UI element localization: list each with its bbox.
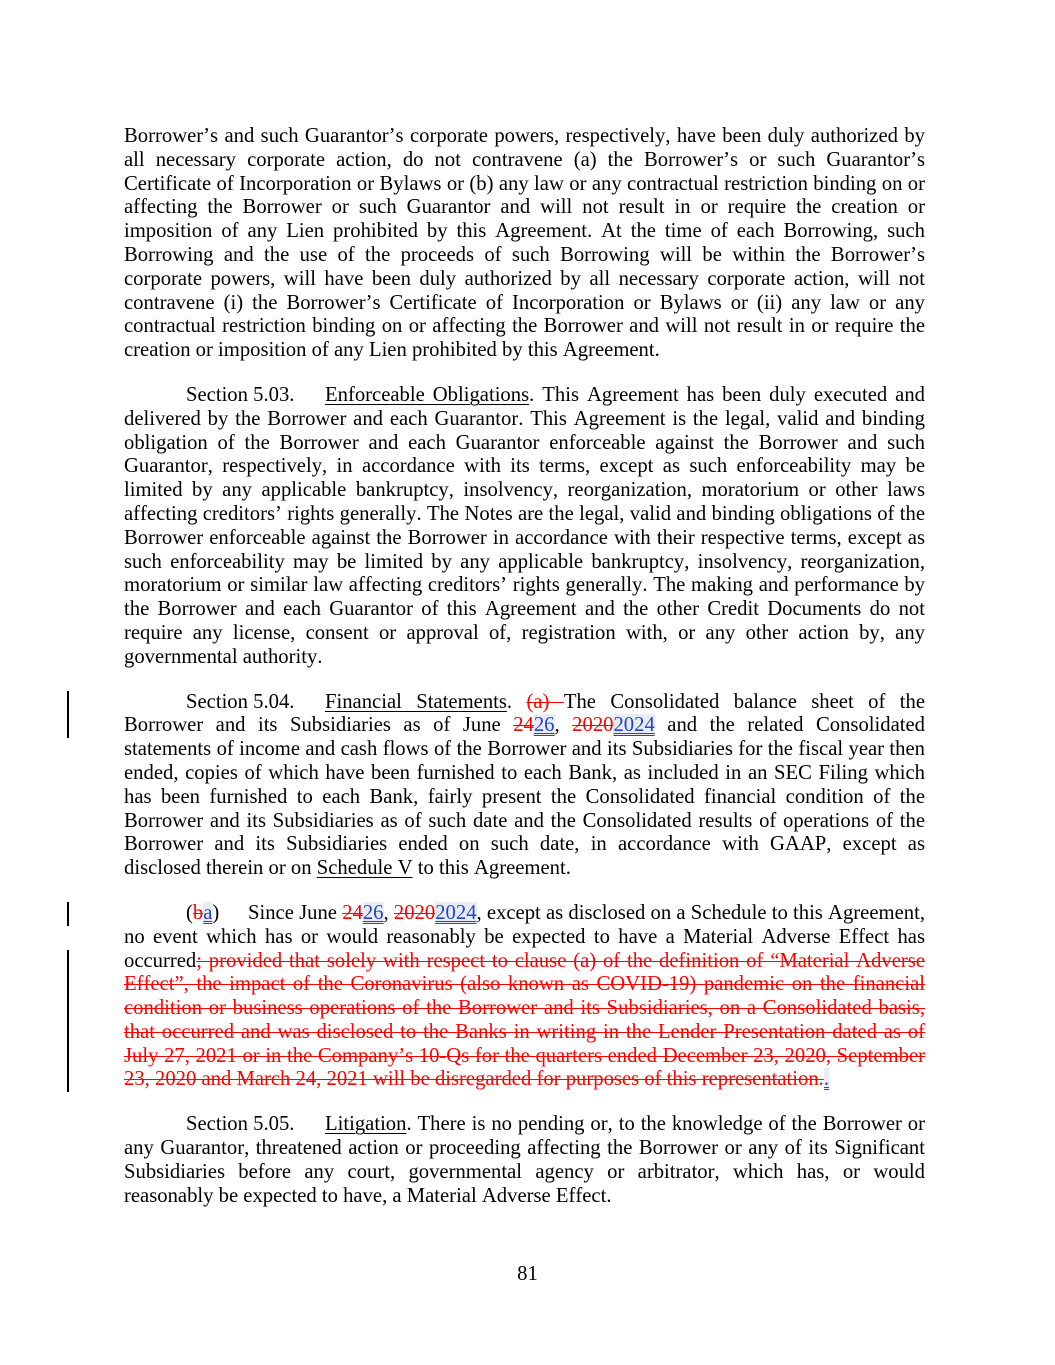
body-text: ,	[383, 901, 394, 924]
body-text: , except as disclosed on a Schedule to this Agreement, no event which has or would reasonably be expected to have a Material Adverse Effect has occurred	[124, 901, 925, 972]
deleted-text: 2020	[572, 714, 614, 737]
body-text: to this Agreement.	[412, 857, 571, 880]
body-text: The Consolidated balance sheet of the Borrower and its Subsidiaries as of June	[124, 690, 925, 737]
section-5-04	[124, 691, 925, 881]
body-text: .	[506, 690, 527, 713]
deleted-text: 2020	[393, 901, 436, 924]
section-title: Financial Statements	[325, 690, 507, 713]
section-title: Litigation	[325, 1113, 407, 1136]
document-body	[124, 125, 925, 1229]
section-label: Section 5.05.	[186, 1113, 295, 1136]
inserted-text: 26	[533, 714, 555, 737]
deleted-text: 24	[342, 901, 363, 924]
label-paren-open: (	[186, 901, 193, 924]
schedule-reference: Schedule V	[316, 857, 413, 880]
section-5-03	[124, 384, 925, 670]
section-title: Enforceable Obligations	[325, 383, 530, 406]
body-text: Borrower’s and such Guarantor’s corporate powers, respectively, have been duly authorized by all necessary corporate action, do not contravene (a) the Borrower’s or such Guarantor’s Certificate of Incorporation or Bylaws or (b) any law or any contractual restriction binding on or affecting the Borrower or such Guarantor and will not result in or require the creation or imposition of any Lien prohibited by this Agreement. At the time of each Borrowing, such Borrowing and the use of the proceeds of such Borrowing will be within the Borrower’s corporate powers, will have been duly authorized by all necessary corporate action, will not contravene (i) the Borrower’s Certificate of Incorporation or Bylaws or (ii) any law or any contractual restriction binding on or affecting the Borrower and will not result in or require the creation or imposition of any Lien prohibited by this Agreement.	[124, 125, 925, 362]
paragraph-continuation	[124, 125, 925, 363]
change-bar	[67, 950, 69, 1092]
deleted-text: (a)	[526, 690, 564, 713]
subparagraph-label	[186, 902, 248, 926]
page-number: 81	[517, 1263, 538, 1285]
body-text: Since June	[248, 901, 343, 924]
section-5-04-subparagraph	[124, 902, 925, 1092]
inserted-text: a	[203, 901, 213, 924]
change-bar	[67, 902, 69, 926]
inserted-text: 2024	[435, 901, 477, 924]
section-5-05	[124, 1113, 925, 1208]
deleted-text: ; provided that solely with respect to clause (a) of the definition of “Material Adverse Effect”, the impact of the Coronavirus (also known as COVID-19) pandemic on the financial condition or business operations of the Borrower and its Subsidiaries, on a Consolidated basis, that occurred and was disclosed to the Banks in writing in the Lender Presentation dated as of July 27, 2021 or in the Company’s 10-Qs for the quarters ended December 23, 2020, September 23, 2020 and March 24, 2021 will be disregarded for purposes of this representation.	[124, 949, 925, 1091]
inserted-text: 2024	[613, 714, 655, 737]
inserted-text: .	[823, 1068, 830, 1091]
change-bar	[67, 691, 69, 738]
body-text: ,	[554, 714, 573, 737]
body-text: and the related Consolidated statements of income and cash flows of the Borrower and its Subsidiaries for the fiscal year then ended, copies of which have been furnished to each Bank, as included in an SEC Filing which has been furnished to each Bank, fairly present the Consolidated financial condition of the Borrower and its Subsidiaries as of such date and the Consolidated results of operations of the Borrower and its Subsidiaries ended on such date, in accordance with GAAP, except as disclosed therein or on	[124, 714, 925, 880]
section-label: Section 5.04.	[186, 690, 295, 713]
section-label: Section 5.03.	[186, 383, 295, 406]
label-paren-close: )	[212, 901, 220, 924]
inserted-text: 26	[362, 901, 384, 924]
deleted-text: b	[192, 901, 204, 924]
body-text: . There is no pending or, to the knowledge of the Borrower or any Guarantor, threatened action or proceeding affecting the Borrower or any of its Significant Subsidiaries before any court, governmental agency or arbitrator, which has, or would reasonably be expected to have, a Material Adverse Effect.	[124, 1113, 925, 1207]
deleted-text: 24	[513, 714, 534, 737]
body-text: . This Agreement has been duly executed and delivered by the Borrower and each Guarantor. This Agreement is the legal, valid and binding obligation of the Borrower and each Guarantor enforceable against the Borrower and such Guarantor, respectively, in accordance with its terms, except as such enforceability may be limited by any applicable bankruptcy, insolvency, reorganization, moratorium or other laws affecting creditors’ rights generally. The Notes are the legal, valid and binding obligations of the Borrower enforceable against the Borrower in accordance with their respective terms, except as such enforceability may be limited by any applicable bankruptcy, insolvency, reorganization, moratorium or similar law affecting creditors’ rights generally. The making and performance by the Borrower and each Guarantor of this Agreement and the other Credit Documents do not require any license, consent or approval of, registration with, or any other action by, any governmental authority.	[124, 383, 926, 668]
